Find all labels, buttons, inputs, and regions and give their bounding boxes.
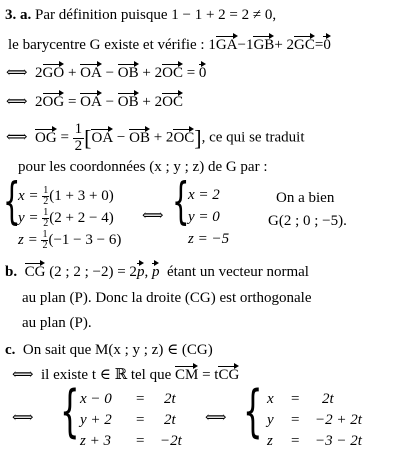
sysL-row1-lhs: x − 0 — [80, 391, 112, 407]
vector-ga: GA — [215, 37, 238, 53]
line-eq3 — [6, 122, 305, 155]
sysR-row2-rhs: −2 + 2t — [315, 412, 362, 428]
op: −1 — [237, 37, 254, 53]
fraction-half: $\frac{1}{2}$ — [43, 185, 49, 207]
equivalence-arrow: ⟺ — [6, 129, 28, 146]
vector-oa: OA — [91, 129, 114, 146]
part-c-label: c. — [5, 342, 16, 358]
sys1-row-y: y = $\frac{1}{2}$ (2 + 2 − 4) — [18, 207, 114, 229]
vector-oc: OC — [162, 65, 183, 81]
sysL-row3-rhs: −2t — [160, 433, 182, 449]
sysL-row2-eq: = — [136, 412, 145, 428]
line-part-c: c. On sait que M(x ; y ; z) ∈ (CG) — [5, 342, 213, 358]
sysR-row3-eq: = — [291, 433, 300, 449]
vector-ob: OB — [117, 94, 139, 110]
vector-cg: CG — [218, 367, 240, 383]
sysR-row3-lhs: z — [267, 433, 273, 449]
vector-zero: 0 — [198, 65, 207, 81]
line-part-a-intro — [5, 8, 276, 23]
on-a-bien-text: On a bien — [276, 190, 335, 206]
line-part-b-2: au plan (P). Donc la droite (CG) est orthogonale — [22, 290, 312, 306]
vector-og: OG — [42, 94, 65, 110]
sysL-row1-rhs: 2t — [164, 391, 176, 407]
fraction-half: $\frac{1}{2}$ — [43, 207, 49, 229]
part-a-label: 3. a. — [5, 7, 32, 23]
vector-og: OG — [35, 129, 57, 146]
sysL-row3-lhs: z + 3 — [80, 433, 111, 449]
sysR-row2-lhs: y — [267, 412, 274, 428]
line-part-b-3: au plan (P). — [22, 315, 92, 331]
op: + 2 — [274, 37, 295, 53]
traduction-text: , ce qui se traduit — [201, 129, 305, 146]
vector-oc: OC — [162, 94, 183, 110]
line-part-b: b. CG (2 ; 2 ; −2) = 2p, p étant un vecteur normal — [5, 264, 309, 280]
sys2-row-x: x = 2 — [188, 187, 220, 203]
left-brace: { — [3, 172, 21, 230]
coef: 2 — [35, 65, 43, 81]
sysR-row2-eq: = — [291, 412, 300, 428]
vector-zero: 0 — [323, 37, 331, 53]
sysR-row1-eq: = — [291, 391, 300, 407]
vector-ob: OB — [117, 65, 139, 81]
op: + — [67, 65, 77, 81]
right-bracket: ] — [194, 125, 202, 151]
op: − — [105, 94, 115, 110]
sys1-row-x: x = $\frac{1}{2}$ (1 + 3 + 0) — [18, 185, 114, 207]
sysL-row2-lhs: y + 2 — [80, 412, 112, 428]
equivalence-arrow: ⟺ — [6, 94, 28, 110]
line-barycentre — [8, 38, 331, 53]
left-brace: { — [60, 379, 80, 444]
op: = — [60, 129, 69, 146]
op: + 2 — [153, 129, 174, 146]
part-b-label: b. — [5, 264, 18, 280]
sysR-row3-rhs: −3 − 2t — [315, 433, 362, 449]
vector-p: p — [151, 264, 160, 280]
op: + 2 — [142, 94, 163, 110]
left-brace: { — [172, 172, 190, 230]
vector-ob: OB — [129, 129, 150, 146]
vector-go: GO — [42, 65, 65, 81]
vector-gc: GC — [294, 37, 315, 53]
op: − — [105, 65, 115, 81]
line-part-c-2: ⟺ il existe t ∈ ℝ tel que CM = tCG — [12, 367, 240, 383]
g-coordinates: G(2 ; 0 ; −5). — [268, 213, 347, 229]
part-a-line1: Par définition puisque 1 − 1 + 2 = 2 ≠ 0, — [35, 7, 277, 23]
op: = — [314, 37, 324, 53]
vector-gb: GB — [253, 37, 275, 53]
op: − — [116, 129, 126, 146]
barycentre-text: le barycentre G existe et vérifie : 1 — [8, 37, 216, 53]
vector-oa: OA — [80, 94, 102, 110]
op: = — [186, 65, 196, 81]
vector-oc: OC — [173, 129, 195, 146]
sysL-row2-rhs: 2t — [164, 412, 176, 428]
vector-p: p — [136, 264, 145, 280]
sysL-row3-eq: = — [136, 433, 145, 449]
equivalence-arrow: ⟺ — [205, 410, 227, 426]
coef: 2 — [35, 94, 43, 110]
sys2-row-z: z = −5 — [188, 231, 230, 247]
vector-oa: OA — [80, 65, 102, 81]
left-brace: { — [243, 379, 263, 444]
op: = — [67, 94, 77, 110]
line-eq2 — [6, 95, 183, 110]
equivalence-arrow: ⟺ — [142, 208, 164, 224]
vector-cg: CG — [24, 264, 46, 280]
fraction-half: $\frac{1}{2}$ — [74, 121, 83, 154]
left-bracket: [ — [84, 125, 92, 151]
line-eq1 — [6, 66, 206, 81]
sysL-row1-eq: = — [136, 391, 145, 407]
line-coordinates-intro: pour les coordonnées (x ; y ; z) de G par : — [18, 159, 268, 175]
sys2-row-y: y = 0 — [188, 209, 220, 225]
sysR-row1-rhs: 2t — [322, 391, 334, 407]
sysR-row1-lhs: x — [267, 391, 274, 407]
equivalence-arrow: ⟺ — [12, 410, 34, 426]
vector-cm: CM — [174, 367, 199, 383]
fraction-half: $\frac{1}{2}$ — [42, 229, 48, 251]
equivalence-arrow: ⟺ — [6, 65, 28, 81]
sys1-row-z: z = $\frac{1}{2}$ (−1 − 3 − 6) — [18, 229, 122, 251]
equivalence-arrow: ⟺ — [12, 367, 34, 383]
op: + 2 — [142, 65, 163, 81]
